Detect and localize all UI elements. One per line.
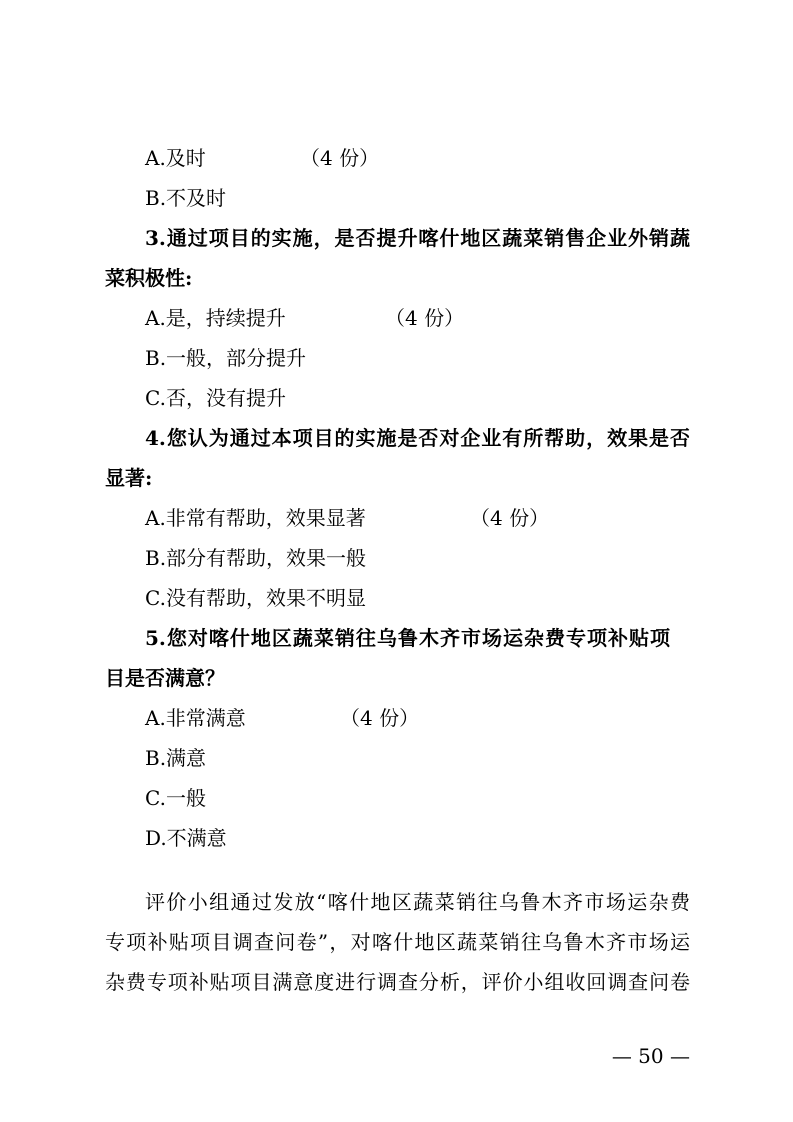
q4-title-line2: 显著: <box>105 466 153 490</box>
paragraph-line-2: 专项补贴项目调查问卷”，对喀什地区蔬菜销往乌鲁木齐市场运 <box>105 930 690 954</box>
q2-option-b-text: B.不及时 <box>145 186 227 210</box>
q3-option-a <box>145 306 465 330</box>
q3-option-c: C.否，没有提升 <box>145 386 286 410</box>
q4-option-a <box>145 506 550 530</box>
paragraph-line-1: 评价小组通过发放“喀什地区蔬菜销往乌鲁木齐市场运杂费 <box>145 890 690 914</box>
q2-option-a <box>145 146 380 170</box>
q2-option-b <box>145 186 226 210</box>
paragraph-line-3: 杂费专项补贴项目满意度进行调查分析，评价小组收回调查问卷 <box>105 970 690 994</box>
q5-option-a <box>145 706 420 730</box>
q5-option-c: C.一般 <box>145 786 206 810</box>
q4-option-b: B.部分有帮助，效果一般 <box>145 546 367 570</box>
page-number: — 50 — <box>611 1044 690 1068</box>
q4-title-line1: 4.您认为通过本项目的实施是否对企业有所帮助，效果是否 <box>145 426 690 450</box>
q5-option-a-text: A.非常满意 <box>145 706 246 730</box>
q5-title-line1: 5.您对喀什地区蔬菜销往乌鲁木齐市场运杂费专项补贴项 <box>145 626 670 650</box>
q4-option-a-count: （4 份） <box>470 506 550 530</box>
q3-option-b: B.一般，部分提升 <box>145 346 307 370</box>
q3-option-a-count: （4 份） <box>385 306 465 330</box>
q3-title-line2: 菜积极性: <box>105 266 193 290</box>
q3-option-a-text: A.是，持续提升 <box>145 306 286 330</box>
q5-option-b: B.满意 <box>145 746 207 770</box>
q5-title-line2: 目是否满意？ <box>105 666 225 690</box>
q2-option-a-text: A.及时 <box>145 146 206 170</box>
q3-title-line1: 3.通过项目的实施，是否提升喀什地区蔬菜销售企业外销蔬 <box>145 226 690 250</box>
q2-option-a-count: （4 份） <box>300 146 380 170</box>
q5-option-a-count: （4 份） <box>340 706 420 730</box>
q5-option-d: D.不满意 <box>145 826 227 850</box>
q4-option-c: C.没有帮助，效果不明显 <box>145 586 366 610</box>
q4-option-a-text: A.非常有帮助，效果显著 <box>145 506 366 530</box>
